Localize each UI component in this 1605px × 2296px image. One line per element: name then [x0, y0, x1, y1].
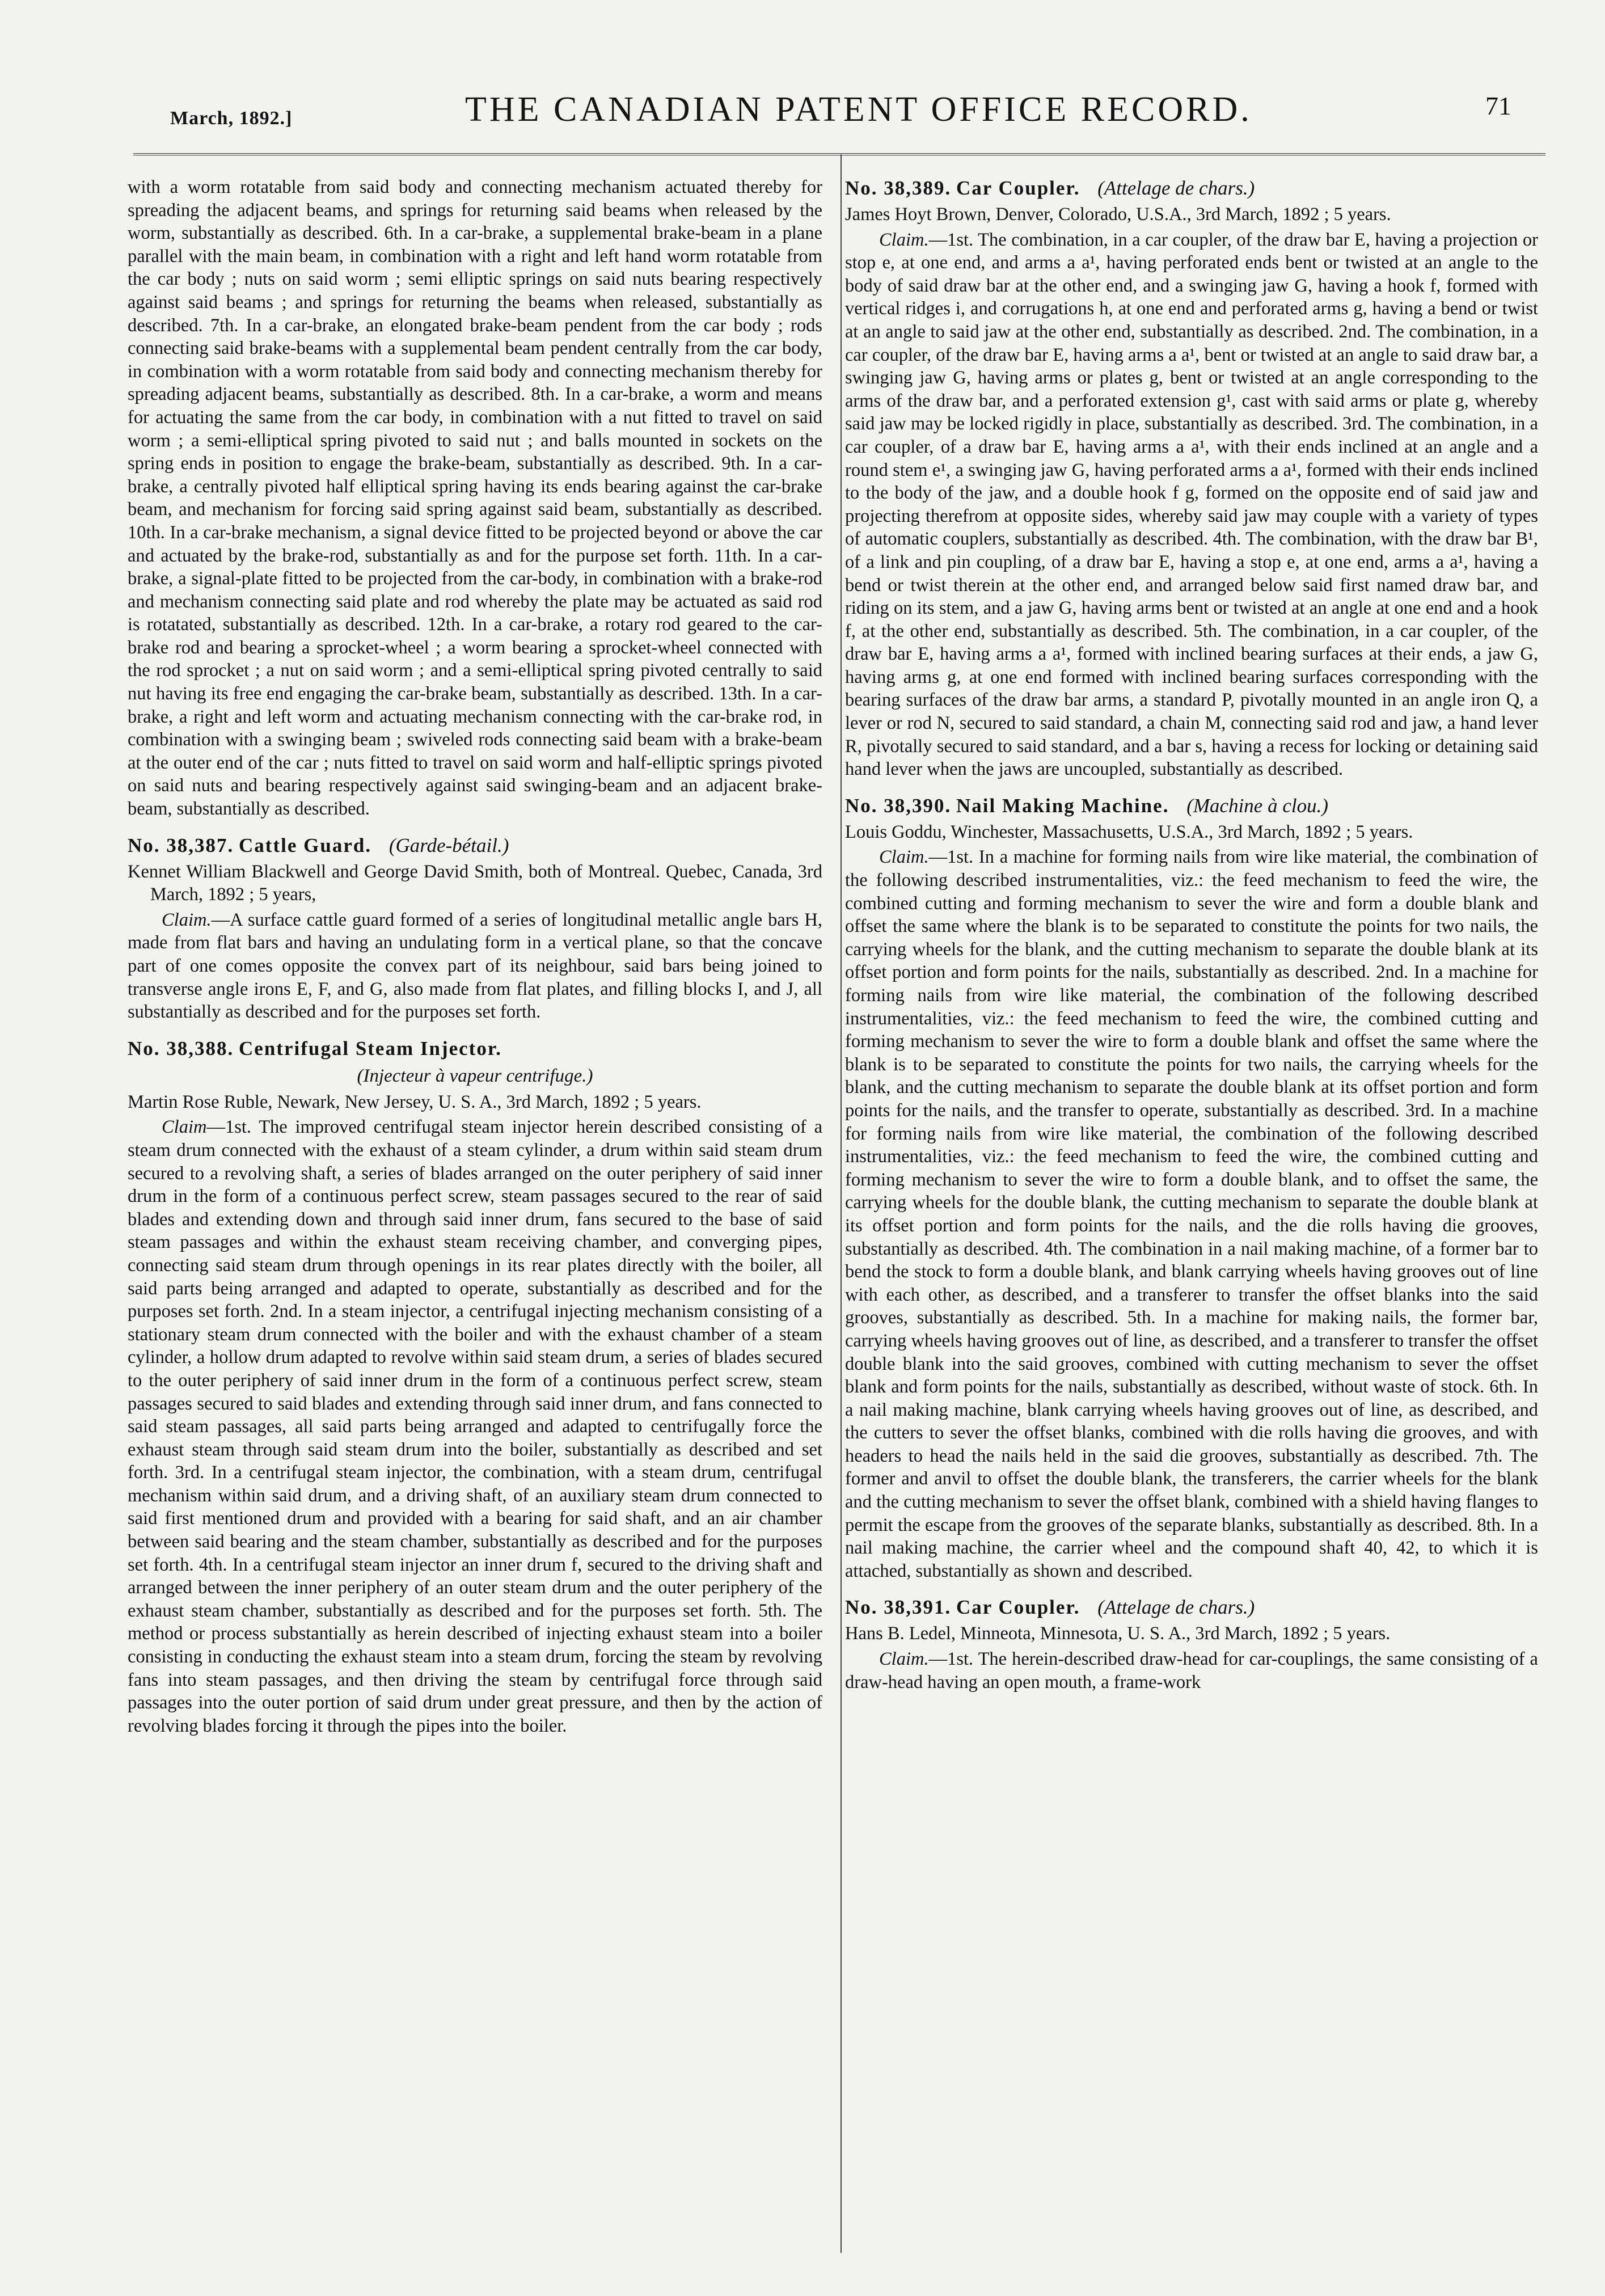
- claim-text: [128, 1116, 822, 1737]
- patent-number: No. 38,391.: [845, 1596, 952, 1619]
- inventor-line: Louis Goddu, Winchester, Massachusetts, U.S.A., 3rd March, 1892 ; 5 years.: [845, 821, 1413, 842]
- patent-title: Car Coupler.: [956, 177, 1080, 199]
- patent-number: No. 38,390.: [845, 794, 952, 817]
- inventor-line: James Hoyt Brown, Denver, Colorado, U.S.A., 3rd March, 1892 ; 5 years.: [845, 204, 1391, 225]
- header-rule: [133, 153, 1545, 155]
- page-header: [170, 85, 1531, 139]
- patent-heading: [845, 1595, 1538, 1620]
- claim-label: Claim.: [879, 1649, 929, 1670]
- claim-body: —1st. The herein-described draw-head for car-couplings, the same consisting of a draw-head having an open mouth, a frame-work: [845, 1649, 1538, 1693]
- patent-french-title: (Attelage de chars.): [1097, 1596, 1255, 1619]
- patent-french-title: (Attelage de chars.): [1097, 177, 1255, 199]
- claim-label: Claim.: [879, 847, 929, 868]
- claim-body: —1st. The combination, in a car coupler, of the draw bar E, having a projection or stop e, at one end, and arms a a¹, having perforated ends bent or twisted at an angle to the body of said draw bar at the other end, and a swinging jaw G, having a hook f, formed with vertical ridges i, and corrugations h, at one end and perforated arms g, having a bend or twist at an angle to said jaw at the other end, substantially as described. 2nd. The combination, in a car coupler, of the draw bar E, having arms a a¹, bent or twisted at an angle to said draw bar, a swinging jaw G, having arms or plates g, bent or twisted at an angle corresponding to the arms of the draw bar, and a perforated extension g¹, cast with said arms or plate g, whereby said jaw may be locked rigidly in place, substantially as described. 3rd. The combination, in a car coupler, of a draw bar E, having arms a a¹, with their ends inclined at an angle and a round stem e¹, a swinging jaw G, having perforated arms a a¹, formed with their ends inclined to the body of the jaw, and a double hook f g, formed on the opposite end of said jaw and projecting therefrom at opposite sides, whereby said jaw may couple with a variety of types of automatic couplers, substantially as described. 4th. The combination, with the draw bar B¹, of a link and pin coupling, of a draw bar E, having a stop e, at one end, arms a a¹, having a bend or twist therein at the other end, and arranged below said first named draw bar, and riding on its stem, and a jaw G, having arms bent or twisted at an angle at one end and a hook f, at the other end, substantially as described. 5th. The combination, in a car coupler, of the draw bar E, having arms a a¹, formed with inclined bearing surfaces at their ends, a jaw G, having arms g, at one end formed with inclined bearing surfaces corresponding with the bearing surfaces of the draw bar arms, a standard P, pivotally mounted in an angle iron Q, a lever or rod N, secured to said standard, a chain M, connecting said rod and jaw, a hand lever R, pivotally secured to said standard, and a bar s, having a recess for locking or detaining said hand lever when the jaws are uncoupled, substantially as described.: [845, 229, 1538, 780]
- patent-title: Centrifugal Steam Injector.: [239, 1037, 502, 1060]
- inventor-line: Martin Rose Ruble, Newark, New Jersey, U. S. A., 3rd March, 1892 ; 5 years.: [128, 1091, 702, 1112]
- patent-number: No. 38,389.: [845, 177, 952, 199]
- patent-entry-38387: [128, 833, 822, 1024]
- claim-label: Claim.: [879, 229, 929, 250]
- claim-text: [845, 846, 1538, 1582]
- patent-entry-38388: [128, 1036, 822, 1738]
- left-column: [128, 176, 822, 2263]
- inventor-line: Kennet William Blackwell and George David Smith, both of Montreal. Quebec, Canada, 3rd March, 1892 ; 5 years,: [128, 861, 822, 905]
- column-divider: [840, 154, 842, 2253]
- continued-claims-text: with a worm rotatable from said body and connecting mechanism actuated thereby for spreading the adjacent beams, and springs for returning said beams when released by the worm, substantially as described. 6th. In a car-brake, a supplemental brake-beam in a plane parallel with the main beam, in combination with a right and left hand worm rotatable from the car body ; nuts on said worm ; semi elliptic springs on said nuts bearing respectively against said beams ; and springs for returning the beams when released, substantially as described. 7th. In a car-brake, an elongated brake-beam pendent from the car body ; rods connecting said brake-beams with a supplemental beam pendent centrally from the car body, in combination with a worm rotatable from said body and connecting mechanism thereby for spreading adjacent beams, substantially as described. 8th. In a car-brake, a worm and means for actuating the same from the car body, in combination with a nut fitted to travel on said worm ; a semi-elliptical spring pivoted to said nut ; and balls mounted in sockets on the spring ends in position to engage the brake-beam, substantially as described. 9th. In a car-brake, a centrally pivoted half elliptical spring having its ends bearing against the car-brake beam, and mechanism for forcing said spring against said beam, substantially as described. 10th. In a car-brake mechanism, a signal device fitted to be projected beyond or above the car and actuated by the brake-rod, substantially as and for the purpose set forth. 11th. In a car-brake, a signal-plate fitted to be projected from the car-body, in combination with a brake-rod and mechanism connecting said plate and rod whereby the plate may be actuated as said rod is rotatated, substantially as described. 12th. In a car-brake, a rotary rod geared to the car-brake rod and bearing a sprocket-wheel ; a worm bearing a sprocket-wheel connected with the rod sprocket ; a nut on said worm ; and a semi-elliptical spring pivoted centrally to said nut having its free end engaging the car-brake beam, substantially as described. 13th. In a car-brake, a right and left worm and actuating mechanism connecting with the car-brake rod, in combination with a swinging beam ; swiveled rods connecting said beam with a brake-beam at the outer end of the car ; nuts fitted to travel on said worm and half-elliptic springs pivoted on said nuts and bearing respectively against said swinging-beam and an adjacent brake-beam, substantially as described.: [128, 177, 822, 820]
- claim-label: Claim: [162, 1117, 207, 1138]
- inventor-line: Hans B. Ledel, Minneota, Minnesota, U. S. A., 3rd March, 1892 ; 5 years.: [845, 1623, 1391, 1644]
- patent-entry-38391: [845, 1595, 1538, 1694]
- claim-body: —1st. In a machine for forming nails from wire like material, the combination of the following described instrumentalities, viz.: the feed mechanism to feed the wire, the combined cutting and forming mechanism to sever the wire and form a double blank and offset the same where the blank is to be separated to constitute the points for two nails, the carrying wheels for the blank, and the cutting mechanism to separate the double blank at its offset portion and form points for the nails, substantially as described. 2nd. In a machine for forming nails from wire like material, the combination of the following described instrumentalities, viz.: the feed mechanism to feed the wire, the combined cutting and forming mechanism to sever the wire to form a double blank and offset the same where the blank is to be separated to constitute the points for two nails, the carrying wheels for the blank, and the cutting mechanism to separate the double blank at its offset portion and form points for the nails, and the transfer to operate, substantially as described. 3rd. In a machine for forming nails from wire like material, the combination of the following described instrumentalities, viz.: the feed mechanism to feed the wire, the combined cutting and forming mechanism to sever the wire to form a double blank, and to offset the same, the carrying wheels for the double blank, the cutting mechanism to separate the double blank at its offset portion and form points for the nails, and the die rolls having die grooves, substantially as described. 4th. The combination in a nail making machine, of a former bar to bend the stock to form a double blank, and blank carrying wheels having grooves out of line with each other, as described, and a transferer to transfer the offset blanks into the said grooves, substantially as described. 5th. In a machine for making nails, the former bar, carrying wheels having grooves out of line, as described, and a transferer to transfer the offset double blank into the said grooves, combined with cutting mechanism to sever the offset blank and form points for the nails, substantially as described, without waste of stock. 6th. In a nail making machine, blank carrying wheels having grooves out of line, as described, and the cutters to sever the offset blanks, combined with die rolls having die grooves, and with headers to head the nails held in the said die grooves, substantially as described. 7th. The former and anvil to offset the double blank, the transferers, the carrier wheels for the blank and the cutting mechanism to sever the offset blank, combined with a shield having flanges to permit the escape from the grooves of the separate blanks, substantially as described. 8th. In a nail making machine, the carrier wheel and the compound shaft 40, 42, to which it is attached, substantially as shown and described.: [845, 847, 1538, 1581]
- patent-title: Nail Making Machine.: [956, 794, 1169, 817]
- publication-title: THE CANADIAN PATENT OFFICE RECORD.: [465, 90, 1252, 129]
- patent-title: Cattle Guard.: [239, 834, 372, 856]
- patent-heading: [845, 794, 1538, 818]
- issue-date: March, 1892.]: [170, 108, 293, 129]
- patent-heading: [128, 1036, 822, 1061]
- right-column: [845, 176, 1538, 2263]
- patent-heading: [845, 176, 1538, 201]
- claim-text: [845, 1648, 1538, 1694]
- patent-french-title: (Garde-bétail.): [388, 834, 509, 856]
- claim-body: —1st. The improved centrifugal steam injector herein described consisting of a steam drum connected with the exhaust of a steam cylinder, a drum within said steam drum secured to a revolving shaft, a series of blades arranged on the outer periphery of said inner drum in the form of a continuous perfect screw, steam passages secured to the rear of said blades and extending down and through said inner drum, fans secured to the base of said steam passages and within the exhaust steam receiving chamber, and converging pipes, connecting said steam drum through openings in its rear plates directly with the boiler, all said parts being arranged and adapted to operate, substantially as described and for the purposes set forth. 2nd. In a steam injector, a centrifugal injecting mechanism consisting of a stationary steam drum connected with the boiler and with the exhaust chamber of a steam cylinder, a hollow drum adapted to revolve within said steam drum, a series of blades secured to the outer periphery of said inner drum in the form of a continuous perfect screw, steam passages secured to said blades and extending through said inner drum, and fans connected to said steam passages, all said parts being arranged and adapted to centrifugally force the exhaust steam through said steam drum into the boiler, substantially as described and set forth. 3rd. In a centrifugal steam injector, the combination, with a steam drum, centrifugal mechanism within said drum, and a driving shaft, of an auxiliary steam drum connected to said first mentioned drum and provided with a bearing for said shaft, and an air chamber between said bearing and the steam chamber, substantially as described and for the purposes set forth. 4th. In a centrifugal steam injector an inner drum f, secured to the driving shaft and arranged between the inner periphery of an outer steam drum and the outer periphery of the exhaust steam chamber, substantially as described and for the purposes set forth. 5th. The method or process substantially as herein described of injecting exhaust steam into a boiler consisting in conducting the exhaust steam into a steam drum, forcing the steam by revolving fans into steam passages, and then driving the steam by centrifugal force through said passages into the outer portion of said drum under great pressure, and then by the action of revolving blades forcing it through the pipes into the boiler.: [128, 1117, 822, 1736]
- patent-number: No. 38,387.: [128, 834, 234, 856]
- page-number: 71: [1485, 91, 1511, 120]
- patent-french-title: (Injecteur à vapeur centrifuge.): [357, 1065, 593, 1086]
- patent-title: Car Coupler.: [956, 1596, 1080, 1619]
- patent-entry-38390: [845, 794, 1538, 1583]
- patent-french-title: (Machine à clou.): [1186, 794, 1328, 817]
- claim-text: [845, 229, 1538, 781]
- claim-text: [128, 909, 822, 1024]
- patent-heading: [128, 833, 822, 858]
- claim-body: —A surface cattle guard formed of a series of longitudinal metallic angle bars H, made from flat bars and having an undulating form in a vertical plane, so that the concave part of one comes opposite the convex part of its neighbour, said bars being joined to transverse angle irons E, F, and G, also made from flat plates, and filling blocks I, and J, all substantially as described and for the purposes set forth.: [128, 909, 822, 1023]
- patent-entry-38389: [845, 176, 1538, 781]
- patent-number: No. 38,388.: [128, 1037, 234, 1060]
- claim-label: Claim.: [162, 909, 212, 930]
